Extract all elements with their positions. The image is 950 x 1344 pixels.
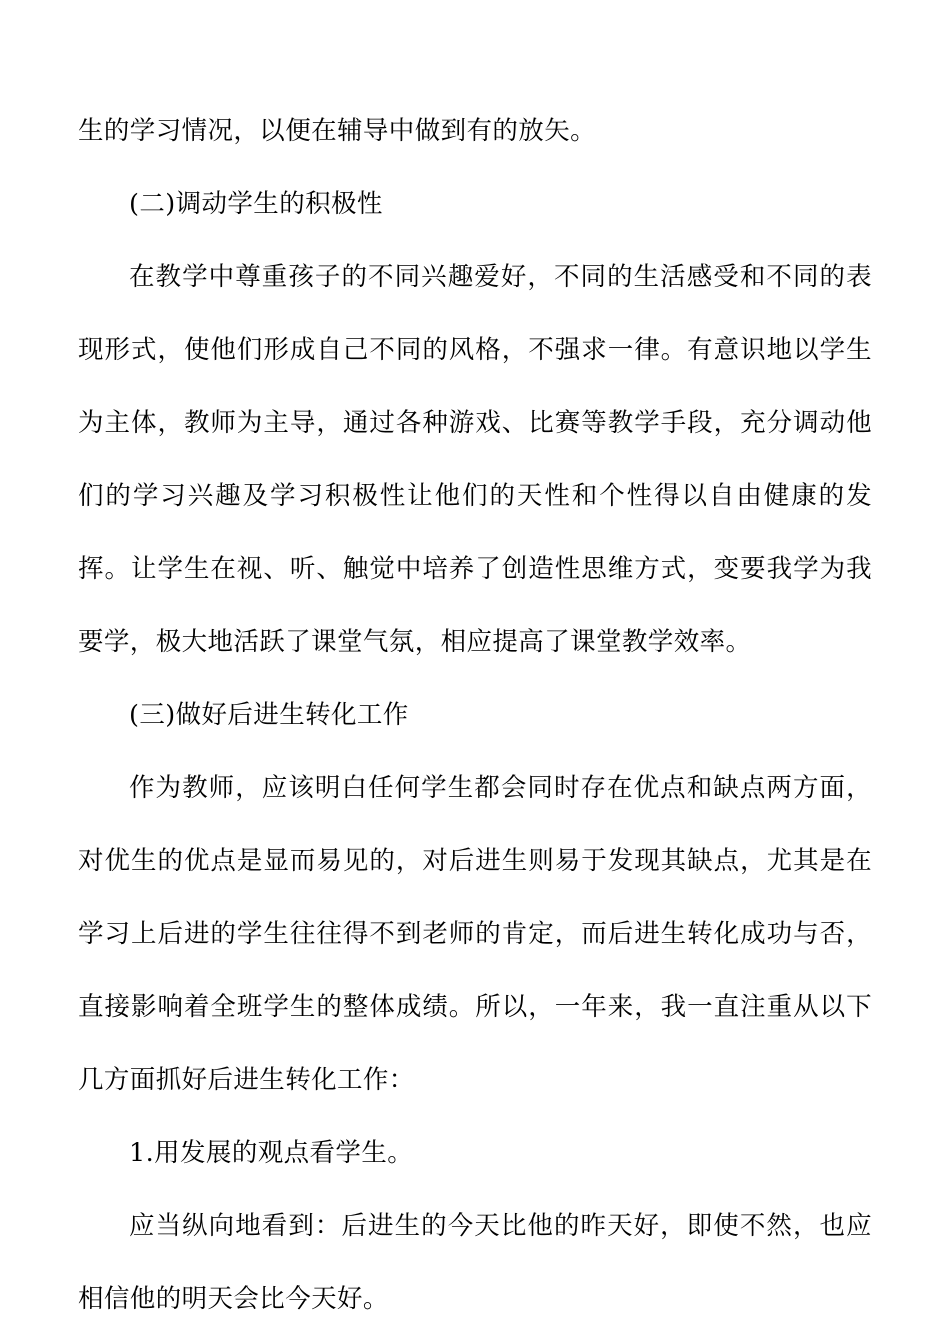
paragraph-list-item-one: 1.用发展的观点看学生。 <box>129 1138 414 1168</box>
document-body <box>78 95 872 1336</box>
paragraph-continuation: 生的学习情况，以便在辅导中做到有的放矢。 <box>78 116 597 146</box>
paragraph-heading-two: (二)调动学生的积极性 <box>129 189 383 219</box>
paragraph-body-two: 在教学中尊重孩子的不同兴趣爱好，不同的生活感受和不同的表现形式，使他们形成自己不同的风格，不强求一律。有意识地以学生为主体，教师为主导，通过各种游戏、比赛等教学手段，充分调动他们的学习兴趣及学习积极性让他们的天性和个性得以自由健康的发挥。让学生在视、听、触觉中培养了创造性思维方式，变要我学为我要学，极大地活跃了课堂气氛，相应提高了课堂教学效率。 <box>78 262 872 657</box>
paragraph-heading-three: (三)做好后进生转化工作 <box>129 700 409 730</box>
paragraph-list-item-one-body: 应当纵向地看到：后进生的今天比他的昨天好，即使不然，也应相信他的明天会比今天好。 <box>78 1211 872 1314</box>
paragraph-body-three: 作为教师，应该明白任何学生都会同时存在优点和缺点两方面，对优生的优点是显而易见的，对后进生则易于发现其缺点，尤其是在学习上后进的学生往往得不到老师的肯定，而后进生转化成功与否，直接影响着全班学生的整体成绩。所以，一年来，我一直注重从以下几方面抓好后进生转化工作： <box>78 773 872 1095</box>
